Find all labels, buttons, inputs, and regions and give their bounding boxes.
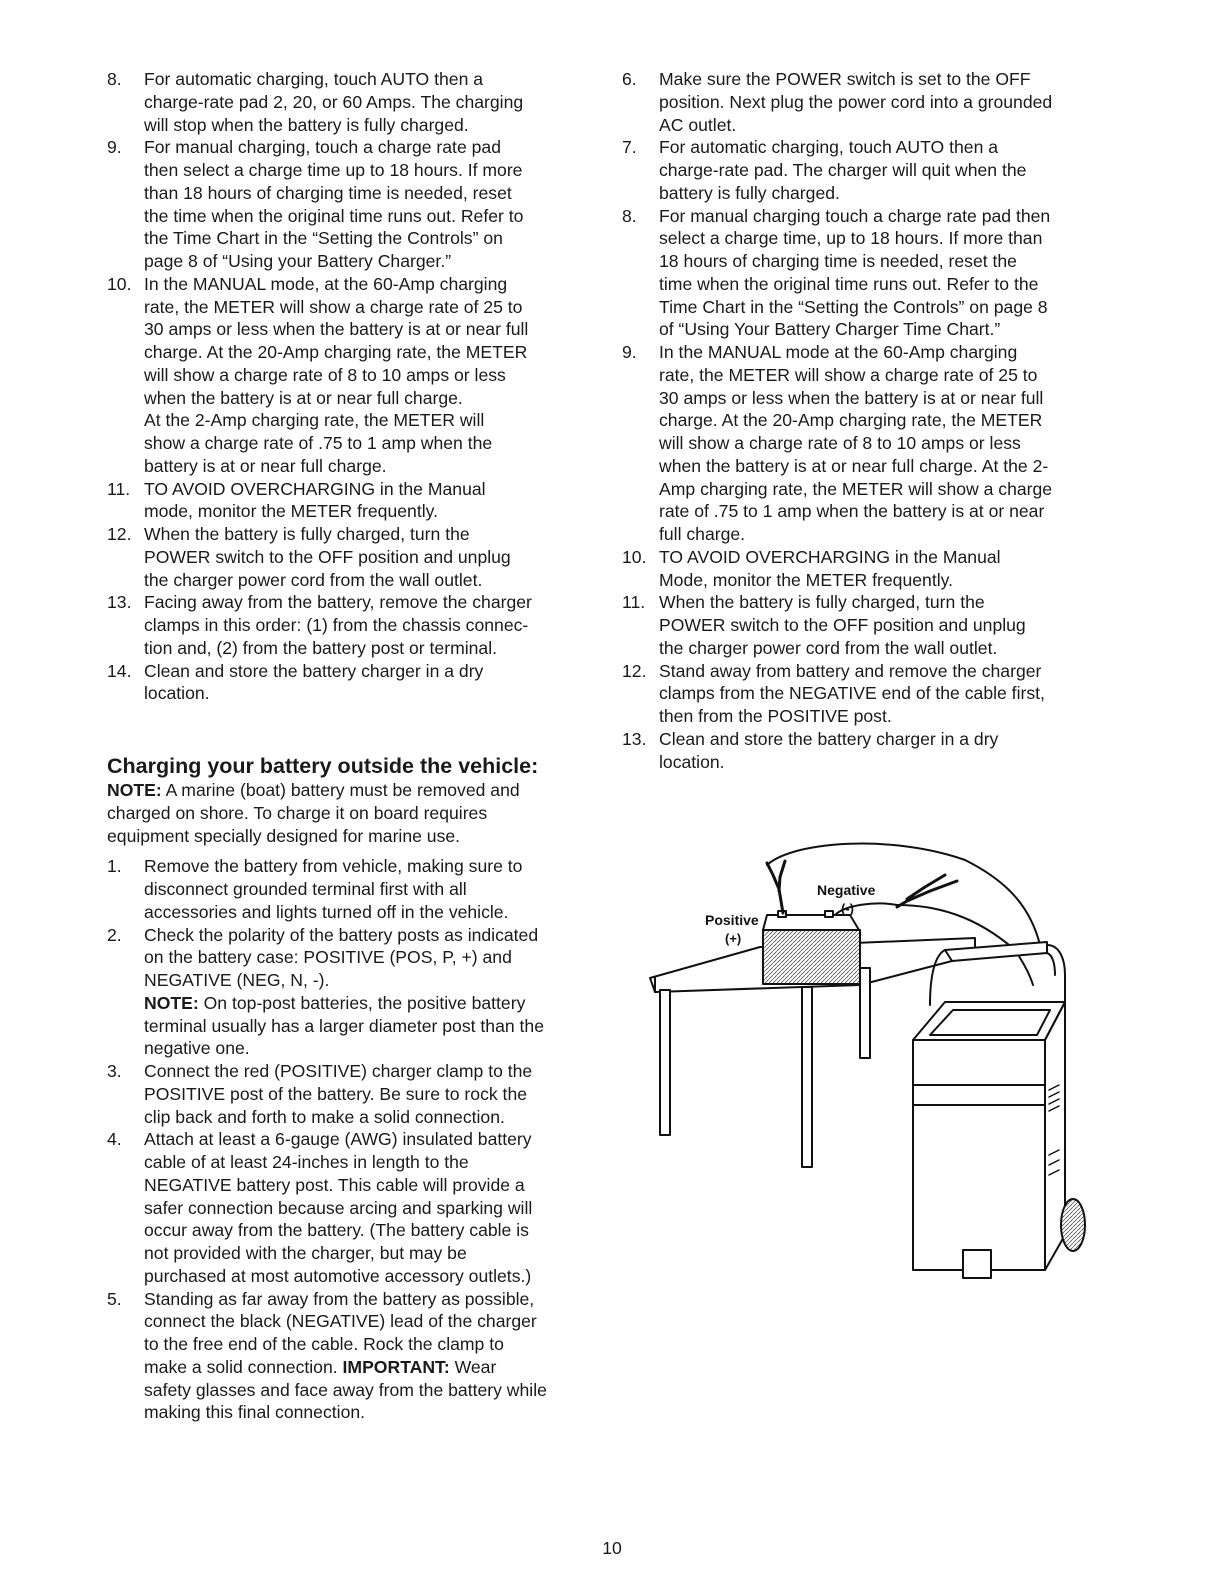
step-line: connect the black (NEGATIVE) lead of the charger: [144, 1311, 537, 1332]
table-leg: [660, 990, 670, 1135]
step-line: Connect the red (POSITIVE) charger clamp to the: [144, 1061, 533, 1081]
step-line: will show a charge rate of 8 to 10 amps or less: [144, 364, 506, 385]
step-number: 9.: [107, 137, 122, 158]
step-number: 10.: [107, 273, 132, 294]
list-item: [622, 546, 1112, 592]
list-item: [107, 136, 597, 273]
steps-list-b: [107, 855, 597, 1424]
steps-list-right: [622, 68, 1112, 773]
step-line: TO AVOID OVERCHARGING in the Manual: [144, 478, 486, 499]
step-line: tion and, (2) from the battery post or terminal.: [144, 637, 498, 658]
list-item: [107, 1288, 597, 1425]
step-line: not provided with the charger, but may be: [144, 1243, 467, 1263]
step-line: will show a charge rate of 8 to 10 amps or less: [659, 433, 1021, 453]
step-line: location.: [144, 683, 210, 704]
note-label: NOTE:: [144, 992, 199, 1013]
step-line: POSITIVE post of the battery. Be sure to rock the: [144, 1083, 528, 1104]
list-item: [107, 660, 597, 706]
step-number: 8.: [622, 205, 637, 226]
step-line: than 18 hours of charging time is needed, reset: [144, 182, 512, 203]
step-number: 4.: [107, 1129, 122, 1150]
list-item: [622, 136, 1112, 204]
step-line: purchased at most automotive accessory outlets.): [144, 1265, 532, 1286]
step-line: Amp charging rate, the METER will show a charge: [659, 478, 1053, 499]
step-line: Remove the battery from vehicle, making sure to: [144, 856, 523, 877]
positive-label: Positive: [705, 912, 759, 928]
step-number: 14.: [107, 660, 132, 681]
steps-list-a: [107, 68, 597, 705]
right-column: [622, 68, 1112, 773]
important-line: [144, 1356, 597, 1379]
step-line: battery is fully charged.: [659, 182, 840, 203]
step-number: 9.: [622, 342, 637, 362]
step-line: 30 amps or less when the battery is at or near full: [659, 387, 1044, 408]
step-line: on the battery case: POSITIVE (POS, P, +) and: [144, 947, 512, 968]
positive-sign: (+): [725, 931, 742, 946]
step-line: make a solid connection.: [144, 1356, 343, 1377]
step-line: position. Next plug the power cord into a grounded: [659, 91, 1053, 112]
step-line: when the battery is at or near full charge.: [144, 387, 463, 408]
step-line: the Time Chart in the “Setting the Controls” on: [144, 228, 503, 249]
step-line: charge-rate pad 2, 20, or 60 Amps. The charging: [144, 91, 524, 112]
step-line: For manual charging touch a charge rate pad then: [659, 205, 1051, 226]
step-number: 11.: [107, 478, 131, 499]
step-line: the charger power cord from the wall outlet.: [659, 637, 998, 658]
list-item: [107, 273, 597, 478]
marine-note: [107, 779, 597, 847]
positive-clamp: [767, 861, 785, 913]
note-line: On top-post batteries, the positive battery: [198, 992, 526, 1013]
step-line: Attach at least a 6-gauge (AWG) insulated battery: [144, 1129, 532, 1150]
step-line: select a charge time, up to 18 hours. If more than: [659, 228, 1043, 249]
step-number: 11.: [622, 592, 646, 613]
negative-sign: (-): [841, 901, 854, 916]
step-number: 12.: [107, 524, 132, 544]
step-line: Wear: [449, 1356, 497, 1377]
step-line: Standing as far away from the battery as possible,: [144, 1288, 535, 1309]
step-number: 13.: [622, 728, 647, 749]
step-line: In the MANUAL mode at the 60-Amp charging: [659, 342, 1018, 362]
list-item: [107, 591, 597, 659]
step-line: At the 2-Amp charging rate, the METER will: [144, 410, 485, 431]
step-line: battery is at or near full charge.: [144, 455, 387, 476]
step-line: disconnect grounded terminal first with all: [144, 879, 467, 899]
step-line: For manual charging, touch a charge rate pad: [144, 137, 501, 158]
step-line: When the battery is fully charged, turn the: [659, 592, 985, 613]
step-line: full charge.: [659, 524, 746, 544]
step-line: making this final connection.: [144, 1402, 366, 1423]
step-line: rate, the METER will show a charge rate of 25 to: [659, 364, 1038, 385]
note-line: A marine (boat) battery must be removed and: [161, 780, 520, 800]
step-line: Clean and store the battery charger in a dry: [659, 728, 999, 749]
step-line: will stop when the battery is fully charged.: [144, 114, 469, 135]
step-number: 1.: [107, 856, 122, 877]
step-line: cable of at least 24-inches in length to the: [144, 1152, 469, 1172]
list-item: [622, 68, 1112, 136]
table-leg: [860, 968, 870, 1058]
step-number: 2.: [107, 924, 122, 945]
step-line: of “Using Your Battery Charger Time Chart.”: [659, 319, 1001, 340]
page-number: 10: [602, 1538, 622, 1558]
step-line: safety glasses and face away from the battery while: [144, 1379, 547, 1400]
list-item: [622, 728, 1112, 774]
step-line: AC outlet.: [659, 114, 737, 135]
list-item: [622, 341, 1112, 546]
step-number: 13.: [107, 592, 132, 613]
battery-charging-illustration: [645, 835, 1115, 1285]
step-number: 6.: [622, 69, 637, 89]
list-item: [622, 660, 1112, 728]
step-number: 7.: [622, 137, 637, 158]
step-line: NEGATIVE (NEG, N, -).: [144, 970, 330, 990]
step-number: 8.: [107, 69, 122, 89]
note-line: terminal usually has a larger diameter post than the: [144, 1015, 544, 1036]
step-line: charge. At the 20-Amp charging rate, the METER: [659, 410, 1043, 431]
section-title: Charging your battery outside the vehicle:: [107, 754, 539, 778]
step-line: rate, the METER will show a charge rate of 25 to: [144, 296, 523, 317]
step-line: Make sure the POWER switch is set to the OFF: [659, 69, 1031, 89]
step-line: clip back and forth to make a solid connection.: [144, 1106, 505, 1127]
step-line: charge-rate pad. The charger will quit when the: [659, 160, 1027, 180]
step-line: when the battery is at or near full charge. At the 2-: [659, 455, 1049, 476]
step-line: show a charge rate of .75 to 1 amp when the: [144, 433, 493, 453]
step-line: NEGATIVE battery post. This cable will provide a: [144, 1174, 525, 1195]
step-line: When the battery is fully charged, turn the: [144, 524, 470, 544]
step-number: 12.: [622, 660, 647, 681]
step-line: then from the POSITIVE post.: [659, 706, 892, 726]
top-post-note: [144, 992, 597, 1015]
list-item: [107, 1060, 597, 1128]
step-line: occur away from the battery. (The battery cable is: [144, 1220, 529, 1241]
charger-wheel: [1061, 1199, 1085, 1251]
step-line: Mode, monitor the METER frequently.: [659, 569, 953, 590]
negative-clamp: [897, 875, 957, 907]
step-line: Check the polarity of the battery posts as indicated: [144, 924, 539, 945]
step-line: then select a charge time up to 18 hours. If more: [144, 160, 523, 180]
step-line: rate of .75 to 1 amp when the battery is at or near: [659, 501, 1045, 522]
step-line: the charger power cord from the wall outlet.: [144, 569, 483, 590]
step-line: Clean and store the battery charger in a dry: [144, 660, 484, 681]
list-item: [107, 478, 597, 524]
step-line: Time Chart in the “Setting the Controls” on page 8: [659, 296, 1048, 317]
list-item: [107, 1128, 597, 1287]
step-number: 5.: [107, 1288, 122, 1309]
step-line: TO AVOID OVERCHARGING in the Manual: [659, 546, 1001, 567]
list-item: [107, 855, 597, 923]
step-line: 30 amps or less when the battery is at or near full: [144, 319, 529, 340]
step-line: accessories and lights turned off in the vehicle.: [144, 901, 509, 922]
step-line: In the MANUAL mode, at the 60-Amp charging: [144, 273, 508, 294]
step-line: charge. At the 20-Amp charging rate, the METER: [144, 342, 528, 362]
step-line: 18 hours of charging time is needed, reset the: [659, 251, 1017, 271]
left-column: [107, 68, 597, 1424]
step-line: For automatic charging, touch AUTO then a: [659, 137, 999, 158]
step-line: the time when the original time runs out. Refer to: [144, 205, 524, 226]
step-line: safer connection because arcing and sparking will: [144, 1197, 533, 1218]
step-line: location.: [659, 751, 725, 772]
note-label: NOTE:: [107, 780, 162, 800]
step-line: POWER switch to the OFF position and unplug: [659, 615, 1026, 635]
step-line: clamps from the NEGATIVE end of the cable first,: [659, 683, 1045, 704]
battery-charger: [913, 1002, 1085, 1278]
step-line: For automatic charging, touch AUTO then a: [144, 69, 484, 89]
step-line: Stand away from battery and remove the charger: [659, 660, 1042, 681]
important-label: IMPORTANT:: [342, 1356, 450, 1377]
list-item: [107, 523, 597, 591]
list-item: [622, 591, 1112, 659]
negative-label: Negative: [817, 882, 876, 898]
battery: [763, 911, 860, 984]
list-item: [107, 68, 597, 136]
note-line: charged on shore. To charge it on board requires: [107, 802, 488, 823]
step-line: to the free end of the cable. Rock the clamp to: [144, 1334, 504, 1354]
list-item: [622, 205, 1112, 342]
step-line: page 8 of “Using your Battery Charger.”: [144, 251, 452, 271]
step-line: time when the original time runs out. Refer to the: [659, 273, 1039, 294]
note-line: equipment specially designed for marine use.: [107, 825, 461, 846]
step-number: 10.: [622, 546, 647, 567]
step-line: Facing away from the battery, remove the charger: [144, 592, 532, 613]
list-item: [107, 924, 597, 1061]
step-line: POWER switch to the OFF position and unplug: [144, 546, 511, 567]
step-number: 3.: [107, 1061, 122, 1081]
note-line: negative one.: [144, 1038, 250, 1059]
table-leg: [802, 987, 812, 1167]
step-line: clamps in this order: (1) from the chassis connec-: [144, 615, 529, 635]
step-line: mode, monitor the METER frequently.: [144, 501, 438, 522]
